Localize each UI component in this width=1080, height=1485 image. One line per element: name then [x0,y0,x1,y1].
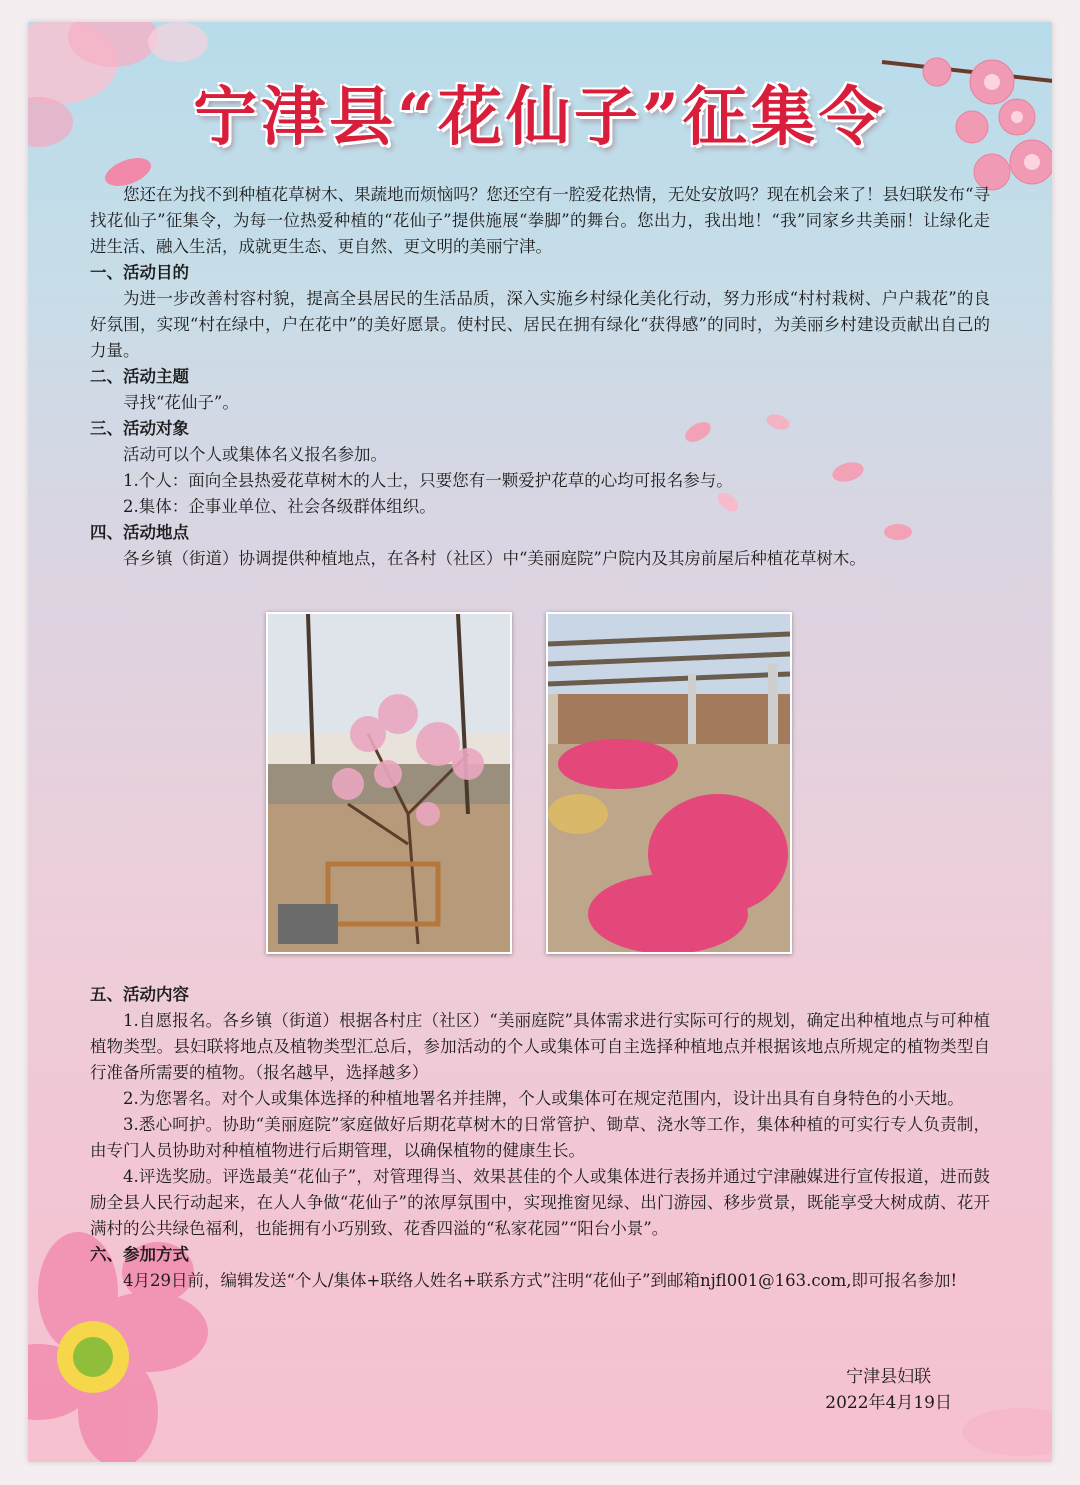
courtyard-flowers-photo [546,612,792,954]
poster-sheet [28,22,1052,1462]
intro-paragraph: 您还在为找不到种植花草树木、果蔬地而烦恼吗？您还空有一腔爱花热情，无处安放吗？现在机会来了！县妇联发布“寻找花仙子”征集令，为每一位热爱种植的“花仙子”提供施展“拳脚”的舞台。您出力，我出地！“我”同家乡共美丽！让绿化走进生活、融入生活，成就更生态、更自然、更文明的美丽宁津。 [90,185,990,256]
section-4-text: 各乡镇（街道）协调提供种植地点，在各村（社区）中“美丽庭院”户院内及其房前屋后种植花草树木。 [123,549,866,568]
section-1-text: 为进一步改善村容村貌，提高全县居民的生活品质，深入实施乡村绿化美化行动，努力形成“村村栽树、户户栽花”的良好氛围，实现“村在绿中，户在花中”的美好愿景。使村民、居民在拥有绿化“获得感”的同时，为美丽乡村建设贡献出自己的力量。 [90,289,990,360]
section-3-heading: 三、活动对象 [90,419,189,438]
section-3-item: 2.集体：企事业单位、社会各级群体组织。 [123,497,436,516]
section-5-heading: 五、活动内容 [90,985,189,1004]
section-6-text: 4月29日前，编辑发送“个人/集体+联络人姓名+联系方式”注明“花仙子”到邮箱njfl001@163.com,即可报名参加! [123,1271,958,1290]
section-5-item: 4.评选奖励。评选最美“花仙子”，对管理得当、效果甚佳的个人或集体进行表扬并通过宁津融媒进行宣传报道，进而鼓励全县人民行动起来，在人人争做“花仙子”的浓厚氛围中，实现推窗见绿、出门游园、移步赏景，既能享受大树成荫、花开满村的公共绿色福利，也能拥有小巧别致、花香四溢的“私家花园”“阳台小景”。 [90,1167,990,1238]
section-5-item: 2.为您署名。对个人或集体选择的种植地署名并挂牌，个人或集体可在规定范围内，设计出具有自身特色的小天地。 [123,1089,964,1108]
section-3-text: 活动可以个人或集体名义报名参加。 [123,445,387,464]
signature-block [825,1364,952,1416]
section-5-item: 3.悉心呵护。协助“美丽庭院”家庭做好后期花草树木的日常管护、锄草、浇水等工作，集体种植的可实行专人负责制，由专门人员协助对种植植物进行后期管理，以确保植物的健康生长。 [90,1115,990,1160]
lower-text-block [90,982,990,1294]
section-1-heading: 一、活动目的 [90,263,189,282]
section-2-heading: 二、活动主题 [90,367,189,386]
signature-date: 2022年4月19日 [825,1393,952,1413]
section-3-item: 1.个人：面向全县热爱花草树木的人士，只要您有一颗爱护花草的心均可报名参与。 [123,471,733,490]
section-4-heading: 四、活动地点 [90,523,189,542]
blossom-tree-photo [266,612,512,954]
signature-organization: 宁津县妇联 [846,1367,932,1387]
poster-title: 宁津县“花仙子”征集令 [193,80,887,155]
upper-text-block [90,182,990,572]
section-2-text: 寻找“花仙子”。 [123,393,239,412]
section-6-heading: 六、参加方式 [90,1245,189,1264]
section-5-item: 1.自愿报名。各乡镇（街道）根据各村庄（社区）“美丽庭院”具体需求进行实际可行的规划，确定出种植地点与可种植植物类型。县妇联将地点及植物类型汇总后，参加活动的个人或集体可自主选择种植地点并根据该地点所规定的植物类型自行准备所需要的植物。（报名越早，选择越多） [90,1011,990,1082]
